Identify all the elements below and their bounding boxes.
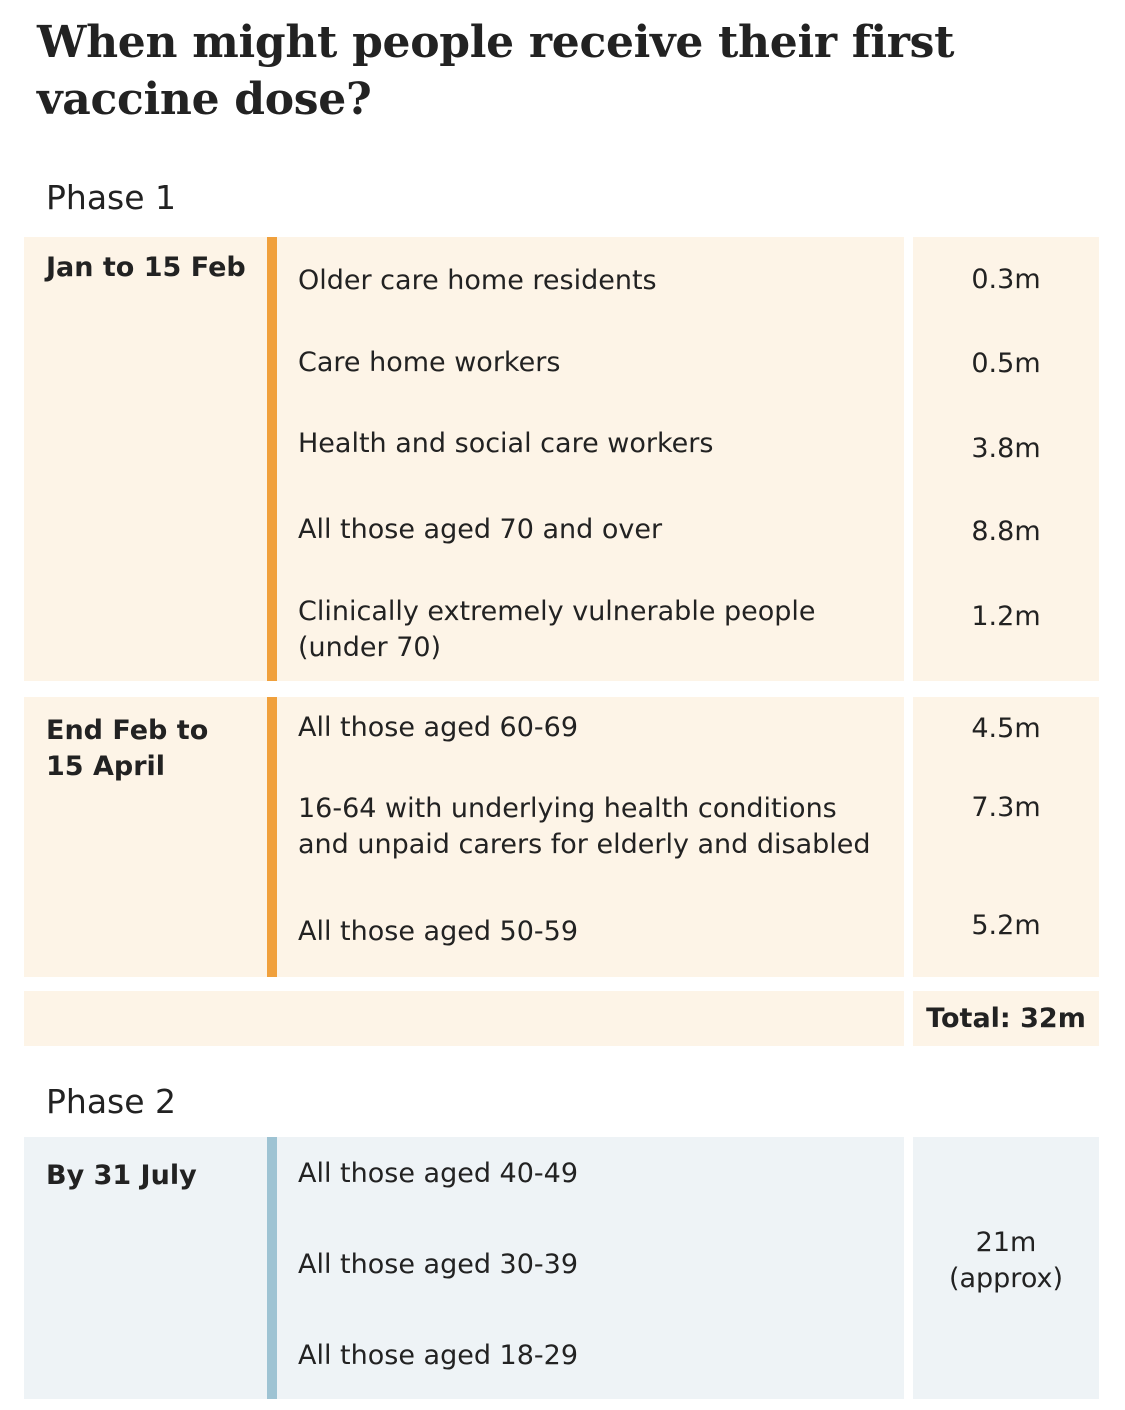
count-row-7: 7.3m [971, 792, 1041, 823]
page-title: When might people receive their first vaccine dose? [37, 17, 955, 125]
group-row-2: Care home workers [298, 347, 561, 378]
count-row-6: 4.5m [971, 713, 1041, 744]
group-row-1: Older care home residents [298, 265, 657, 296]
phase-2-bar [267, 1137, 277, 1399]
phase-1-total: Total: 32m [926, 1003, 1086, 1034]
phase-1-block-2-date: End Feb to 15 April [46, 715, 209, 782]
group-row-6: All those aged 60-69 [298, 712, 579, 743]
group-row-10: All those aged 30-39 [298, 1249, 579, 1280]
group-row-8: All those aged 50-59 [298, 916, 579, 947]
total-row-panel [24, 991, 904, 1046]
phase-2-label: Phase 2 [46, 1082, 177, 1121]
count-row-2: 0.5m [971, 348, 1041, 379]
group-row-5: Clinically extremely vulnerable people (under 70) [298, 596, 816, 663]
group-row-4: All those aged 70 and over [298, 514, 663, 545]
group-row-3: Health and social care workers [298, 428, 714, 459]
count-row-3: 3.8m [971, 433, 1041, 464]
phase-1-block-1-bar [267, 237, 277, 681]
phase-1-block-1-date: Jan to 15 Feb [46, 252, 246, 283]
count-row-4: 8.8m [971, 516, 1041, 547]
group-row-7: 16-64 with underlying health conditions and unpaid carers for elderly and disabled [298, 793, 871, 860]
phase-2-date: By 31 July [46, 1160, 197, 1191]
group-row-11: All those aged 18-29 [298, 1340, 579, 1371]
count-row-8: 5.2m [971, 910, 1041, 941]
group-row-9: All those aged 40-49 [298, 1158, 579, 1189]
phase-1-block-2-bar [267, 697, 277, 977]
phase-2-count: 21m (approx) [948, 1227, 1064, 1294]
count-row-5: 1.2m [971, 601, 1041, 632]
count-row-1: 0.3m [971, 264, 1041, 295]
phase-1-label: Phase 1 [46, 178, 177, 217]
